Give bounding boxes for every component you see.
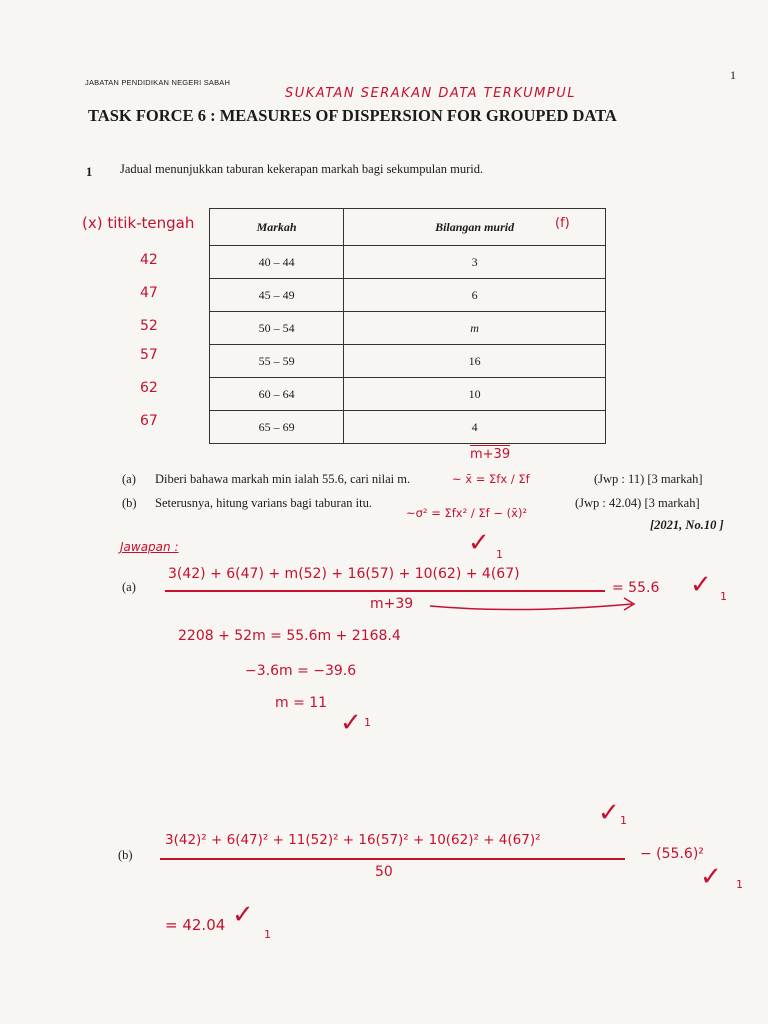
check-mark-icon: ✓: [232, 900, 254, 930]
sum-f-annotation: m+39: [470, 447, 511, 462]
header-markah: Markah: [210, 209, 344, 246]
cell-bilangan: m: [344, 312, 606, 345]
cell-bilangan: 4: [344, 411, 606, 444]
cell-markah: 45 – 49: [210, 279, 344, 312]
check-mark-icon: ✓: [700, 862, 722, 892]
part-a-text: Diberi bahawa markah min ialah 55.6, cari nilai m.: [155, 472, 411, 486]
handwritten-title: SUKATAN SERAKAN DATA TERKUMPUL: [285, 86, 576, 101]
check-mark-icon: ✓: [690, 570, 712, 600]
answer-a-label: (a): [122, 580, 136, 594]
part-a-jwp: (Jwp : 11) [3 markah]: [594, 472, 703, 486]
answer-b-numerator: 3(42)² + 6(47)² + 11(52)² + 16(57)² + 10(62)² + 4(67)²: [165, 832, 541, 848]
answer-a-denominator: m+39: [370, 596, 414, 612]
midpoint-value: 62: [140, 380, 158, 396]
part-a-label: (a): [122, 472, 136, 486]
cell-bilangan: 6: [344, 279, 606, 312]
answer-b-label: (b): [118, 848, 133, 862]
midpoint-value: 47: [140, 285, 158, 301]
frequency-label: (f): [555, 216, 570, 231]
mark-one: 1: [496, 548, 503, 561]
cell-markah: 50 – 54: [210, 312, 344, 345]
answer-a-step2: −3.6m = −39.6: [245, 663, 357, 679]
source-reference: [2021, No.10 ]: [650, 518, 724, 532]
answer-b-minus: − (55.6)²: [640, 846, 704, 862]
cell-markah: 65 – 69: [210, 411, 344, 444]
page-number: 1: [730, 68, 736, 82]
answer-a-numerator: 3(42) + 6(47) + m(52) + 16(57) + 10(62) + 4(67): [168, 566, 520, 582]
midpoint-value: 52: [140, 318, 158, 334]
header-department: JABATAN PENDIDIKAN NEGERI SABAH: [85, 78, 231, 87]
mark-one: 1: [364, 716, 371, 729]
midpoint-column-label: (x) titik-tengah: [82, 214, 195, 232]
part-b-label: (b): [122, 496, 137, 510]
answer-a-equals: = 55.6: [612, 580, 660, 596]
midpoint-value: 42: [140, 252, 158, 268]
answer-heading: Jawapan :: [120, 540, 179, 554]
cell-markah: 60 – 64: [210, 378, 344, 411]
mark-one: 1: [736, 878, 743, 891]
part-b-jwp: (Jwp : 42.04) [3 markah]: [575, 496, 700, 510]
header-bilangan: Bilangan murid: [344, 209, 606, 246]
mark-one: 1: [264, 928, 271, 941]
page-title: TASK FORCE 6 : MEASURES OF DISPERSION FOR GROUPED DATA: [88, 106, 617, 125]
cell-bilangan: 3: [344, 246, 606, 279]
cell-markah: 40 – 44: [210, 246, 344, 279]
part-b-text: Seterusnya, hitung varians bagi taburan itu.: [155, 496, 372, 510]
cell-markah: 55 – 59: [210, 345, 344, 378]
mark-one: 1: [720, 590, 727, 603]
answer-a-step1: 2208 + 52m = 55.6m + 2168.4: [178, 628, 401, 644]
check-mark-icon: ✓: [340, 708, 362, 738]
mark-one: 1: [620, 814, 627, 827]
question-text: Jadual menunjukkan taburan kekerapan markah bagi sekumpulan murid.: [120, 162, 484, 176]
cell-bilangan: 16: [344, 345, 606, 378]
answer-a-step3: m = 11: [275, 695, 328, 711]
midpoint-value: 67: [140, 413, 158, 429]
midpoint-value: 57: [140, 347, 158, 363]
answer-b-result: = 42.04: [165, 916, 226, 934]
question-number: 1: [86, 165, 93, 179]
check-mark-icon: ✓: [468, 528, 490, 558]
variance-formula: ~σ² = Σfx² / Σf − (x̄)²: [406, 506, 528, 520]
check-mark-icon: ✓: [598, 798, 620, 828]
mean-formula: ~ x̄ = Σfx / Σf: [452, 472, 530, 486]
answer-b-denominator: 50: [375, 864, 393, 880]
cell-bilangan: 10: [344, 378, 606, 411]
